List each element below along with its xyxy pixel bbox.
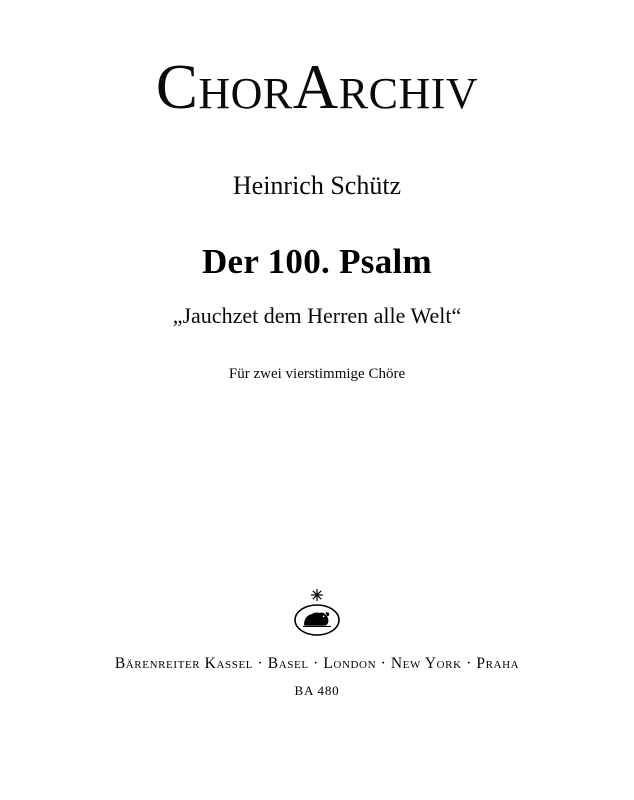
work-incipit: „Jauchzet dem Herren alle Welt“ xyxy=(172,303,462,328)
publisher-imprint: Bärenreiter Kassel · Basel · London · New York · Praha xyxy=(114,655,520,672)
work-title: Der 100. Psalm xyxy=(201,242,433,281)
baerenreiter-bear-logo-icon xyxy=(287,588,347,644)
scoring-note: Für zwei vierstimmige Chöre xyxy=(228,366,406,382)
series-title: ChorArchiv xyxy=(155,52,479,122)
plate-number: BA 480 xyxy=(294,683,340,698)
composer-name: Heinrich Schütz xyxy=(232,171,402,200)
